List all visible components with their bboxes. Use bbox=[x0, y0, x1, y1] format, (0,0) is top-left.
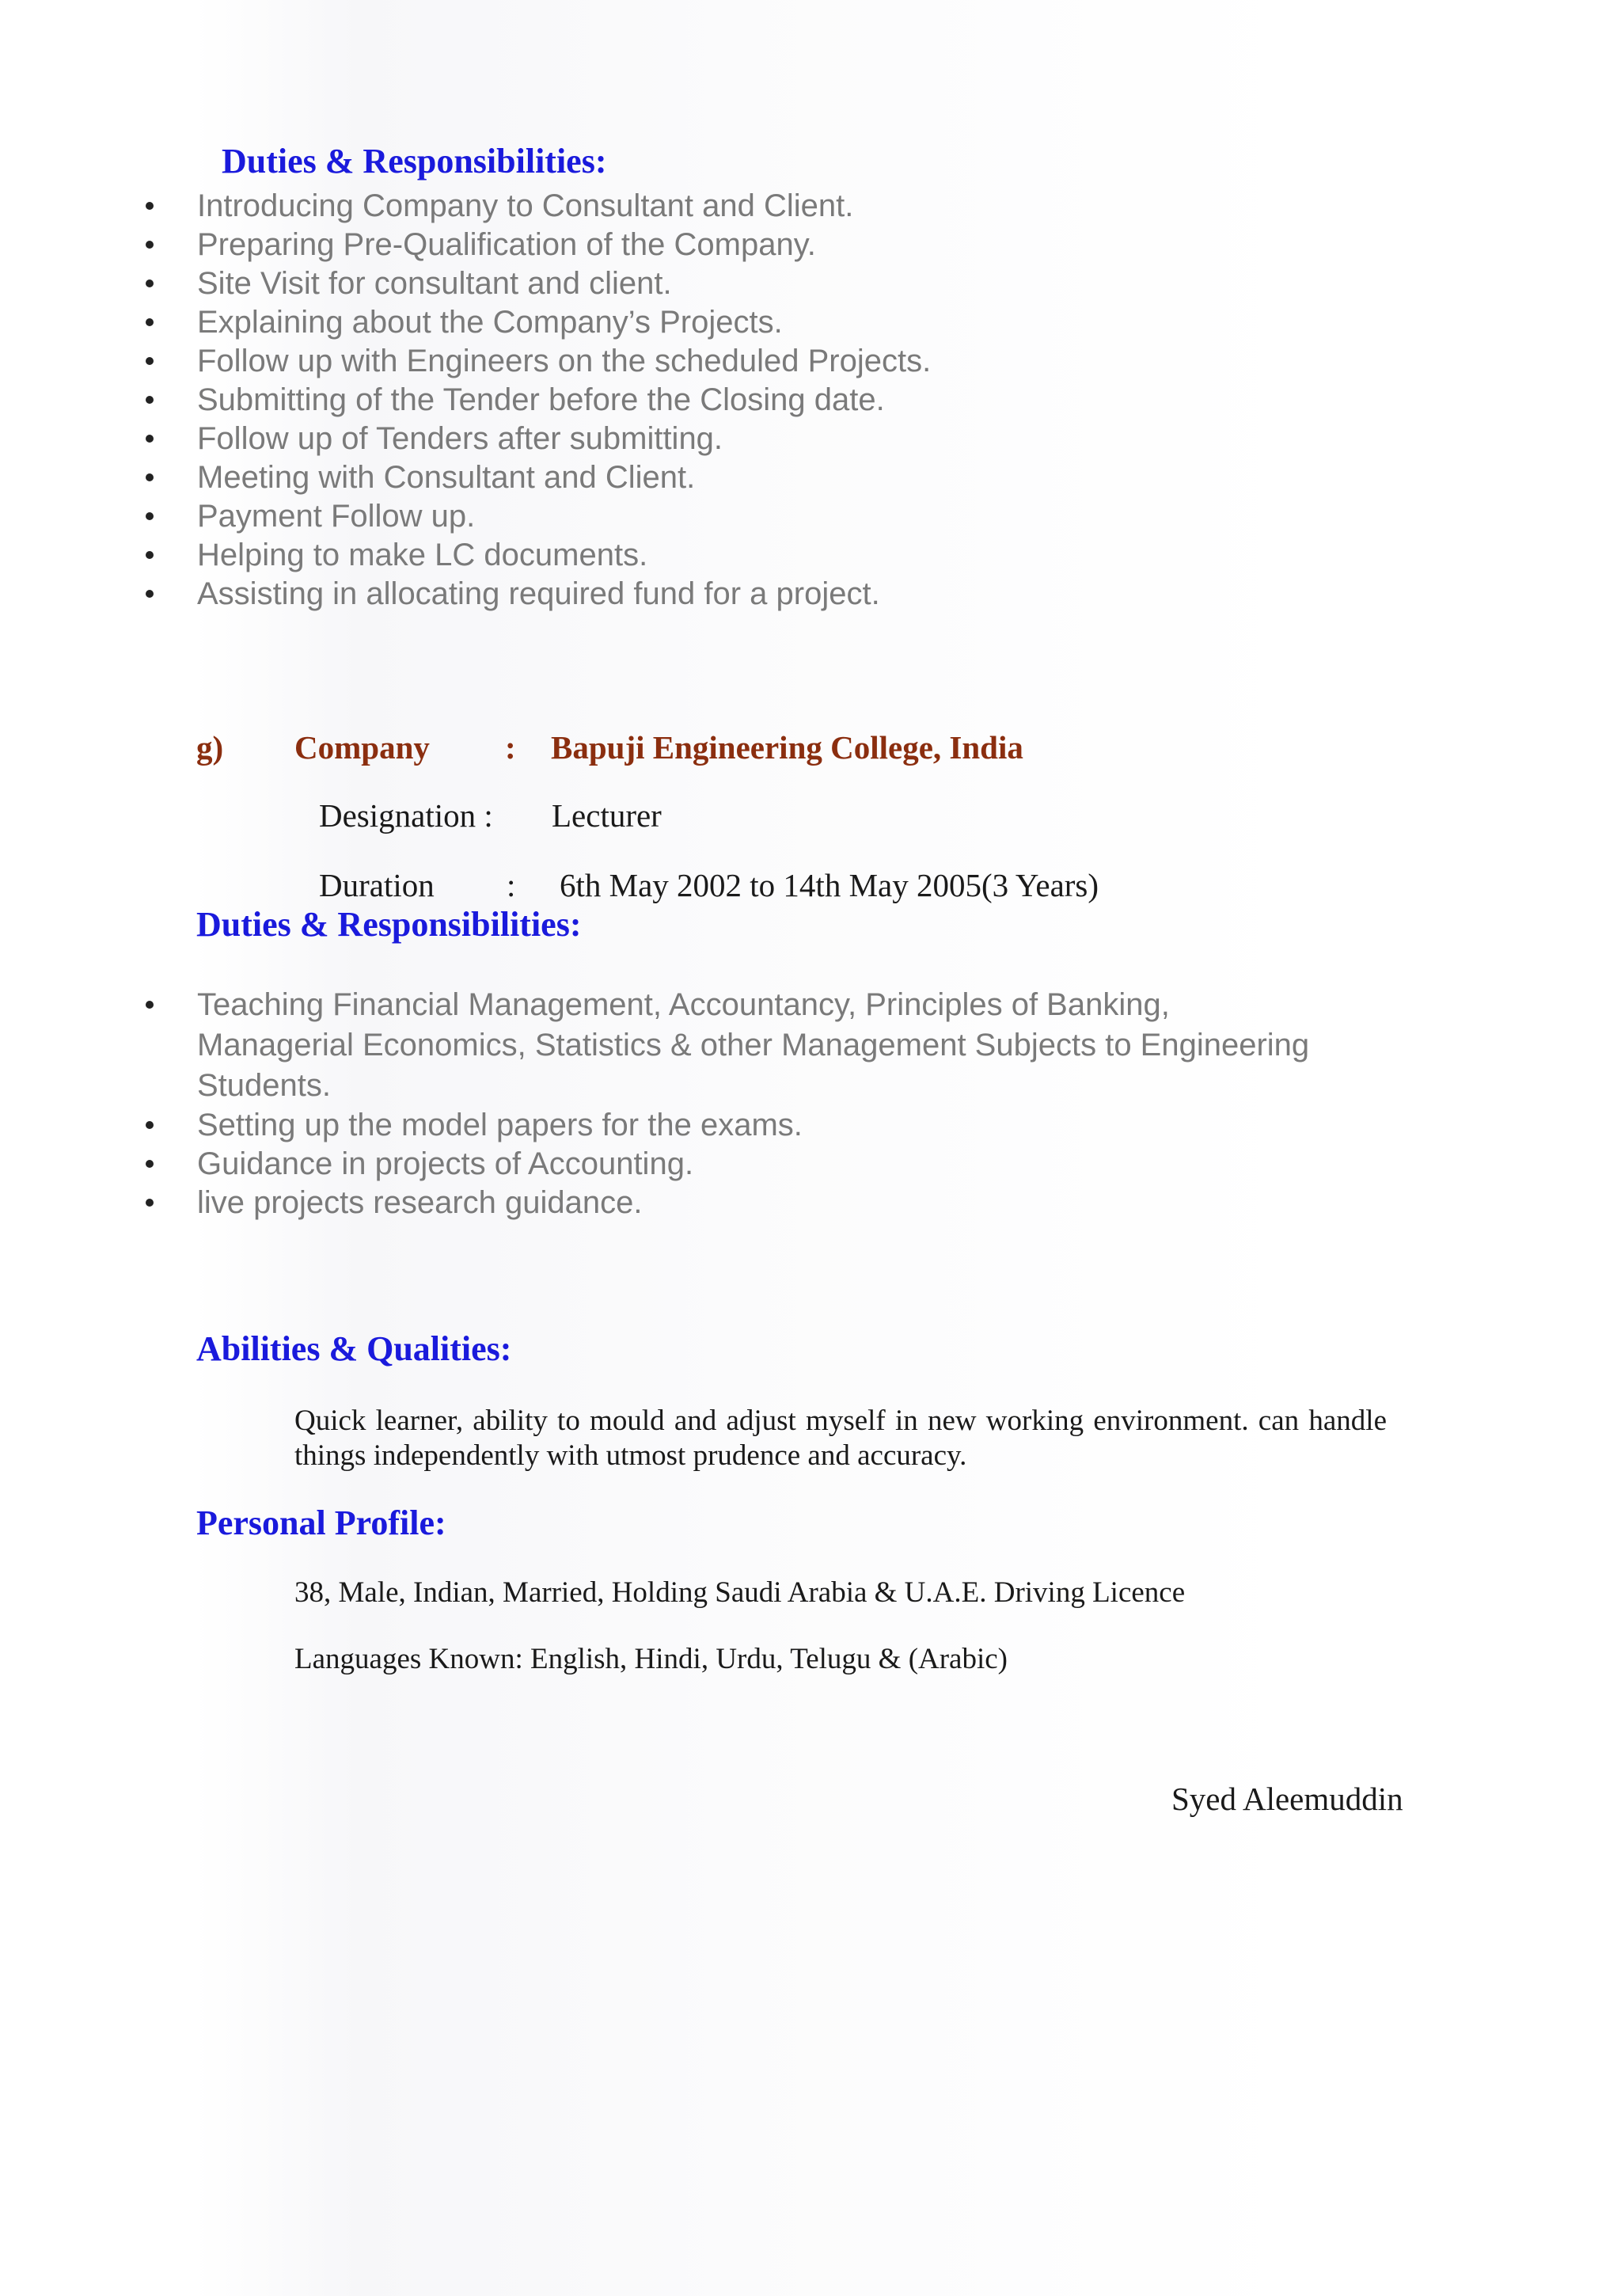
company-colon: : bbox=[505, 729, 516, 766]
bullet-icon bbox=[146, 1121, 154, 1129]
personal-profile-heading: Personal Profile: bbox=[196, 1503, 446, 1542]
list-item: Follow up of Tenders after submitting. bbox=[146, 420, 931, 458]
bullet-icon bbox=[146, 1160, 154, 1168]
bullet-icon bbox=[146, 279, 154, 287]
list-item: Assisting in allocating required fund for a project. bbox=[146, 575, 931, 614]
bullet-icon bbox=[146, 357, 154, 365]
list-item: Guidance in projects of Accounting. bbox=[146, 1145, 1309, 1184]
list-item: Helping to make LC documents. bbox=[146, 536, 931, 575]
bullet-icon bbox=[146, 473, 154, 481]
company-label: Company bbox=[294, 729, 430, 766]
bullet-icon bbox=[146, 202, 154, 210]
list-item: Meeting with Consultant and Client. bbox=[146, 458, 931, 497]
duties-list-2 bbox=[146, 985, 1309, 1222]
abilities-text: Quick learner, ability to mould and adjust myself in new working environment. can handle things independently with utmost prudence and accuracy. bbox=[294, 1405, 1387, 1472]
bullet-icon bbox=[146, 241, 154, 249]
list-item: Submitting of the Tender before the Closing date. bbox=[146, 381, 931, 420]
list-item: Setting up the model papers for the exams. bbox=[146, 1106, 1309, 1145]
list-item: Preparing Pre-Qualification of the Company. bbox=[146, 226, 931, 264]
list-item: Introducing Company to Consultant and Client. bbox=[146, 187, 931, 226]
duration-label: Duration bbox=[319, 867, 435, 903]
bullet-icon bbox=[146, 1001, 154, 1009]
duration-colon: : bbox=[507, 867, 516, 903]
list-item: Follow up with Engineers on the scheduled Projects. bbox=[146, 342, 931, 381]
bullet-icon bbox=[146, 435, 154, 443]
bullet-icon bbox=[146, 1199, 154, 1207]
list-item: Payment Follow up. bbox=[146, 497, 931, 536]
designation-value: Lecturer bbox=[552, 797, 662, 834]
bullet-icon bbox=[146, 396, 154, 404]
duties-list-1 bbox=[146, 187, 931, 614]
job-marker: g) bbox=[196, 729, 224, 766]
duties-heading-2: Duties & Responsibilities: bbox=[196, 905, 582, 944]
languages-known: Languages Known: English, Hindi, Urdu, Telugu & (Arabic) bbox=[294, 1643, 1008, 1675]
bullet-icon bbox=[146, 318, 154, 326]
list-item: live projects research guidance. bbox=[146, 1184, 1309, 1222]
bullet-icon bbox=[146, 551, 154, 559]
list-item: Site Visit for consultant and client. bbox=[146, 264, 931, 303]
personal-details: 38, Male, Indian, Married, Holding Saudi Arabia & U.A.E. Driving Licence bbox=[294, 1576, 1186, 1609]
company-name: Bapuji Engineering College, India bbox=[551, 729, 1023, 766]
list-item: Teaching Financial Management, Accountancy, Principles of Banking, Managerial Economics, Statistics & other Management Subjects to Engineering Students. bbox=[146, 985, 1309, 1106]
designation-label: Designation : bbox=[319, 797, 493, 834]
abilities-heading: Abilities & Qualities: bbox=[196, 1329, 512, 1368]
duties-heading-1: Duties & Responsibilities: bbox=[222, 142, 607, 181]
list-item: Explaining about the Company’s Projects. bbox=[146, 303, 931, 342]
signature-name: Syed Aleemuddin bbox=[1171, 1781, 1403, 1817]
bullet-icon bbox=[146, 512, 154, 520]
duration-value: 6th May 2002 to 14th May 2005(3 Years) bbox=[560, 867, 1099, 903]
bullet-icon bbox=[146, 590, 154, 598]
